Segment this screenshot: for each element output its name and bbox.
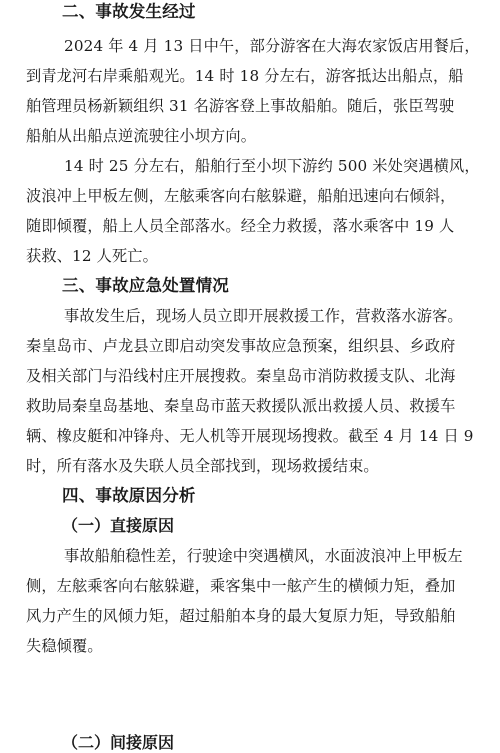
subsection-heading-direct-cause: （一）直接原因 (62, 516, 175, 535)
paragraph-line: 失稳倾覆。 (26, 637, 103, 655)
paragraph-line: 秦皇岛市、卢龙县立即启动突发事故应急预案，组织县、乡政府 (26, 337, 456, 355)
paragraph-line: 波浪冲上甲板左侧，左舷乘客向右舷躲避，船舶迅速向右倾斜， (26, 187, 456, 205)
paragraph-line: 14 时 25 分左右，船舶行至小坝下游约 500 米处突遇横风， (64, 157, 480, 175)
paragraph-line: 风力产生的风倾力矩，超过船舶本身的最大复原力矩，导致船舶 (26, 607, 456, 625)
paragraph-line: 事故船舶稳性差，行驶途中突遇横风，水面波浪冲上甲板左 (64, 547, 463, 565)
paragraph-line: 事故发生后，现场人员立即开展救援工作，营救落水游客。 (64, 307, 463, 325)
paragraph-line: 2024 年 4 月 13 日中午，部分游客在大海农家饭店用餐后， (64, 37, 480, 55)
paragraph-line: 到青龙河右岸乘船观光。14 时 18 分左右，游客抵达出船点，船 (26, 67, 464, 85)
paragraph-line: 船舶从出船点逆流驶往小坝方向。 (26, 127, 257, 145)
section-heading-cause-analysis: 四、事故原因分析 (62, 486, 196, 505)
paragraph-line: 救助局秦皇岛基地、秦皇岛市蓝天救援队派出救援人员、救援车 (26, 397, 456, 415)
paragraph-line: 辆、橡皮艇和冲锋舟、无人机等开展现场搜救。截至 4 月 14 日 9 (26, 427, 474, 445)
paragraph-line: 时，所有落水及失联人员全部找到，现场救援结束。 (26, 457, 379, 475)
section-heading-accident-process: 二、事故发生经过 (62, 2, 196, 21)
paragraph-line: 舶管理员杨新颖组织 31 名游客登上事故船舶。随后，张臣驾驶 (26, 97, 455, 115)
subsection-heading-indirect-cause: （二）间接原因 (62, 733, 175, 752)
paragraph-line: 随即倾覆，船上人员全部落水。经全力救援，落水乘客中 19 人 (26, 217, 455, 235)
paragraph-line: 获救、12 人死亡。 (26, 247, 158, 265)
paragraph-line: 侧，左舷乘客向右舷躲避，乘客集中一舷产生的横倾力矩，叠加 (26, 577, 456, 595)
paragraph-line: 及相关部门与沿线村庄开展搜救。秦皇岛市消防救援支队、北海 (26, 367, 456, 385)
section-heading-emergency-response: 三、事故应急处置情况 (62, 276, 229, 295)
